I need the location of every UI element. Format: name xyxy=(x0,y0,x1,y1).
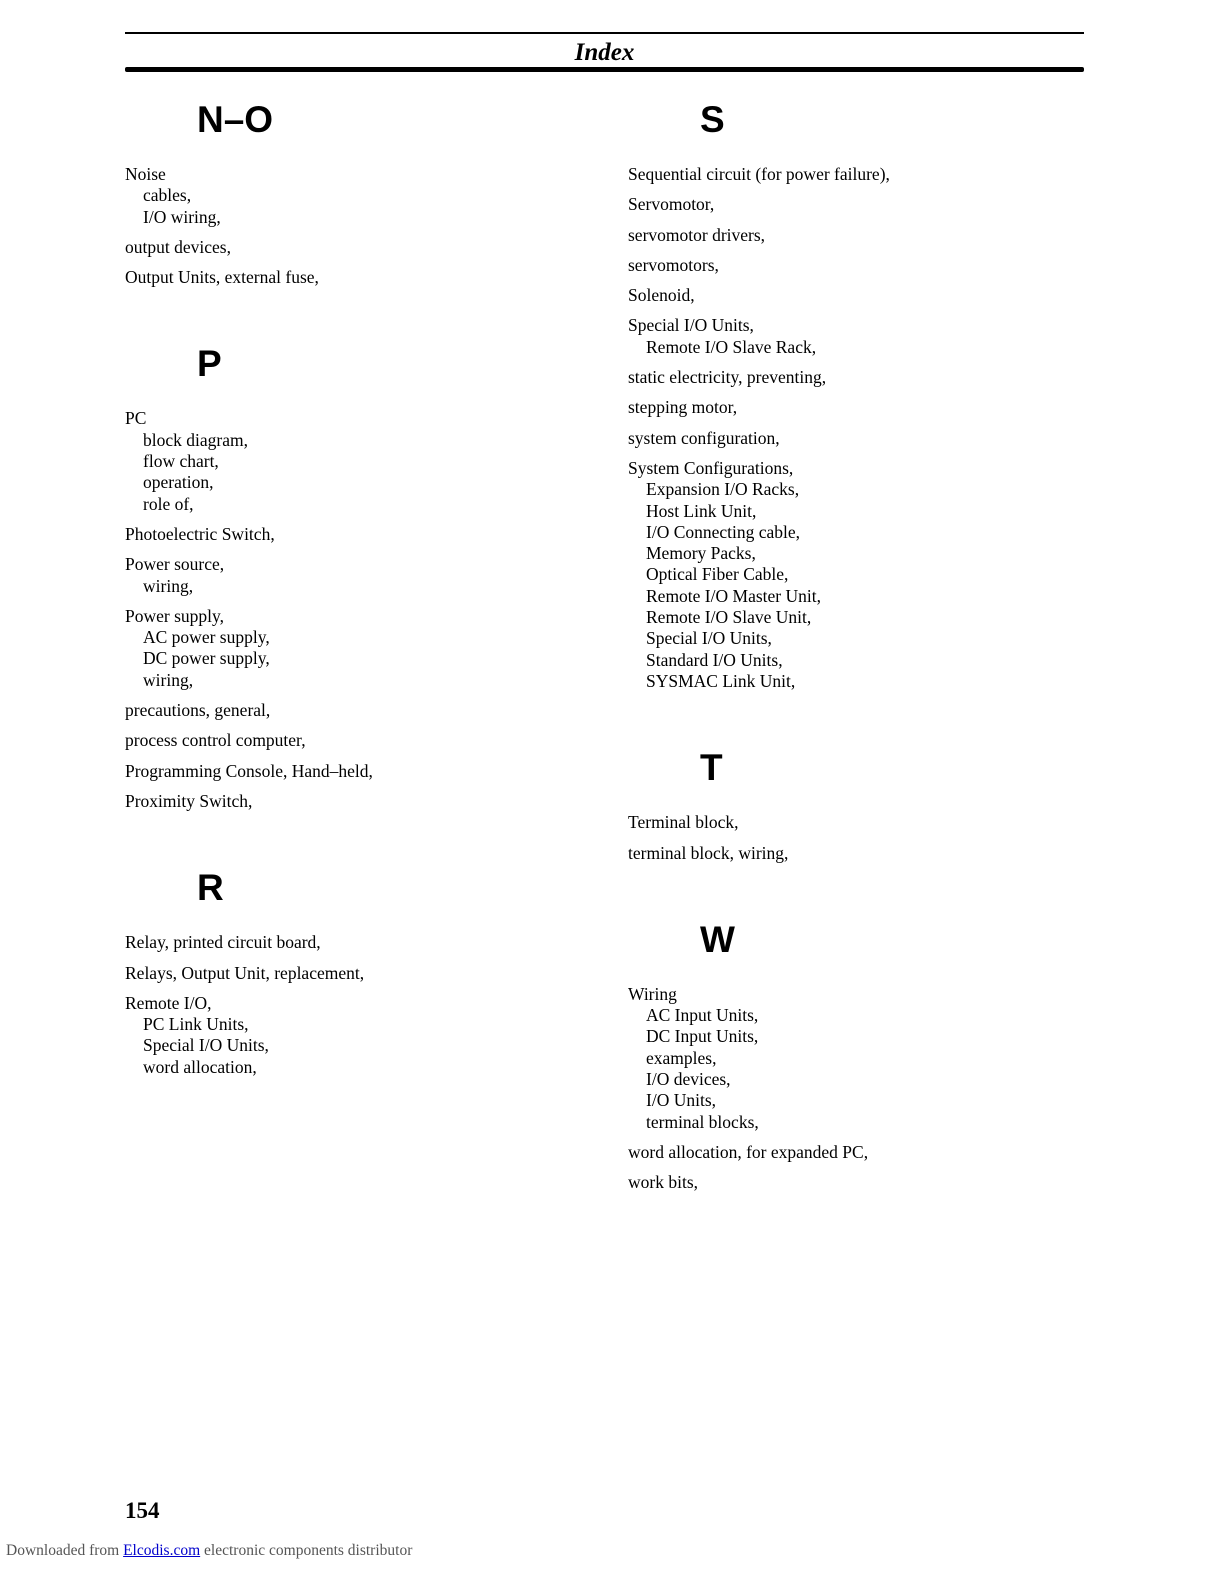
index-entry-main: Photoelectric Switch, xyxy=(125,523,275,544)
index-entry xyxy=(125,791,595,812)
index-entry-main: Output Units, external fuse, xyxy=(125,267,319,288)
index-subentry: DC Input Units, xyxy=(646,1026,759,1047)
index-entry-main: Power source, xyxy=(125,554,225,575)
index-entry xyxy=(125,700,595,721)
index-subentry: I/O devices, xyxy=(646,1069,731,1090)
index-entry xyxy=(628,367,1098,388)
index-entry xyxy=(628,812,1098,833)
index-entry-main: Sequential circuit (for power failure), xyxy=(628,164,890,184)
index-subentry: operation, xyxy=(143,472,214,493)
index-subentry: AC Input Units, xyxy=(646,1005,759,1026)
footer-prefix: Downloaded from xyxy=(6,1542,120,1559)
index-entry-main: Solenoid, xyxy=(628,285,695,306)
index-entry-main: servomotor drivers, xyxy=(628,224,766,245)
index-entry-main: system configuration, xyxy=(628,427,780,448)
index-subentry: Remote I/O Slave Rack, xyxy=(646,336,817,357)
index-entry xyxy=(125,932,595,953)
index-entry xyxy=(125,267,595,288)
index-entry xyxy=(628,1172,1098,1193)
index-subentry: AC power supply, xyxy=(143,627,270,648)
footer-suffix: electronic components distributor xyxy=(204,1542,413,1559)
index-subentry: terminal blocks, xyxy=(646,1111,759,1132)
index-entry xyxy=(125,963,595,984)
index-subentry: DC power supply, xyxy=(143,648,270,669)
index-entry-main: PC xyxy=(125,408,147,429)
index-subentry: PC Link Units, xyxy=(143,1014,249,1035)
index-entry xyxy=(125,993,595,1078)
index-entry xyxy=(125,554,595,597)
index-subentry: wiring, xyxy=(143,669,194,690)
index-subentry: Remote I/O Slave Unit, xyxy=(646,607,812,628)
index-subentry: block diagram, xyxy=(143,429,248,450)
index-subentry: Remote I/O Master Unit, xyxy=(646,585,821,606)
section-letter: T xyxy=(700,747,723,789)
download-footer xyxy=(6,1541,412,1561)
section-letter: W xyxy=(700,918,735,960)
index-entry xyxy=(628,428,1098,449)
index-subentry: cables, xyxy=(143,185,192,206)
index-entry-main: Proximity Switch, xyxy=(125,790,253,811)
index-entry-main: Special I/O Units, xyxy=(628,315,754,336)
index-section xyxy=(125,866,595,1078)
section-letter: N–O xyxy=(197,99,274,140)
index-subentry: Optical Fiber Cable, xyxy=(646,564,789,585)
index-section xyxy=(125,342,595,812)
index-subentry: flow chart, xyxy=(143,451,219,472)
index-section xyxy=(628,918,1098,1194)
index-section xyxy=(628,746,1098,864)
index-entry-main: Relays, Output Unit, replacement, xyxy=(125,962,365,983)
index-entry xyxy=(125,524,595,545)
index-entry-main: Terminal block, xyxy=(628,812,739,833)
index-section xyxy=(125,98,595,288)
index-entry-main: stepping motor, xyxy=(628,397,738,418)
index-subentry: Host Link Unit, xyxy=(646,500,757,521)
index-entry-main: output devices, xyxy=(125,236,231,257)
index-entry-main: Servomotor, xyxy=(628,194,715,215)
index-entry xyxy=(628,458,1098,692)
index-subentry: I/O wiring, xyxy=(143,206,221,227)
index-entry xyxy=(628,285,1098,306)
index-subentry: Memory Packs, xyxy=(646,543,756,564)
header-rule-top xyxy=(125,32,1084,34)
index-entry xyxy=(628,315,1098,358)
index-entry xyxy=(125,761,595,782)
index-entry-main: work bits, xyxy=(628,1172,698,1193)
index-subentry: word allocation, xyxy=(143,1056,257,1077)
index-entry xyxy=(628,397,1098,418)
index-subentry: Expansion I/O Racks, xyxy=(646,479,800,500)
page-number: 154 xyxy=(125,1498,160,1523)
header-rule-bottom xyxy=(125,67,1084,72)
section-letter: R xyxy=(197,867,224,909)
index-entry xyxy=(125,237,595,258)
index-entry xyxy=(125,164,595,228)
index-entry-main: Programming Console, Hand–held, xyxy=(125,760,373,781)
index-subentry: Standard I/O Units, xyxy=(646,649,783,670)
index-entry xyxy=(628,843,1098,864)
index-subentry: I/O Connecting cable, xyxy=(646,521,801,542)
index-section xyxy=(628,98,1098,692)
index-entry-main: Noise xyxy=(125,164,166,184)
index-entry xyxy=(125,606,595,691)
index-subentry: I/O Units, xyxy=(646,1090,716,1111)
index-entry-main: Power supply, xyxy=(125,605,225,626)
index-subentry: Special I/O Units, xyxy=(143,1035,269,1056)
index-column-left xyxy=(125,98,595,1132)
index-entry-main: servomotors, xyxy=(628,254,719,275)
index-subentry: SYSMAC Link Unit, xyxy=(646,670,796,691)
index-entry-main: word allocation, for expanded PC, xyxy=(628,1141,869,1162)
elcodis-link[interactable]: Elcodis.com xyxy=(123,1542,201,1559)
index-subentry: Special I/O Units, xyxy=(646,628,772,649)
index-entry-main: Wiring xyxy=(628,983,677,1004)
page-title: Index xyxy=(574,39,635,66)
index-entry-main: precautions, general, xyxy=(125,700,271,721)
index-entry-main: Relay, printed circuit board, xyxy=(125,932,321,953)
index-entry xyxy=(125,408,595,514)
index-entry xyxy=(628,255,1098,276)
index-subentry: examples, xyxy=(646,1047,717,1068)
index-entry-main: static electricity, preventing, xyxy=(628,367,827,388)
index-subentry: wiring, xyxy=(143,575,194,596)
index-entry xyxy=(628,984,1098,1133)
index-entry xyxy=(628,164,1098,185)
index-entry xyxy=(628,1142,1098,1163)
section-letter: P xyxy=(197,343,222,385)
index-entry-main: terminal block, wiring, xyxy=(628,842,789,863)
section-letter: S xyxy=(700,99,725,140)
index-column-right xyxy=(628,98,1098,1248)
index-entry-main: System Configurations, xyxy=(628,457,794,478)
index-entry xyxy=(125,730,595,751)
index-entry-main: process control computer, xyxy=(125,730,306,751)
index-entry-main: Remote I/O, xyxy=(125,992,212,1013)
index-subentry: role of, xyxy=(143,493,194,514)
index-entry xyxy=(628,225,1098,246)
index-entry xyxy=(628,194,1098,215)
